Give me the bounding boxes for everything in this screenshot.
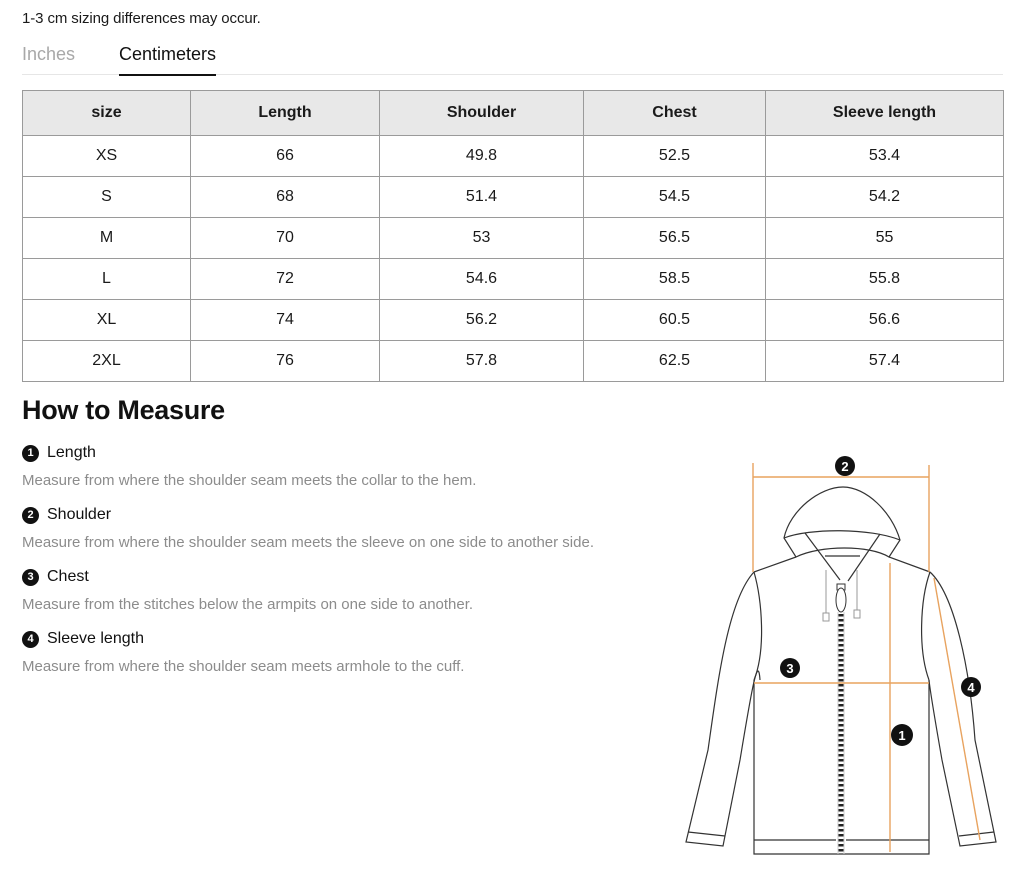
cell-shoulder: 54.6 bbox=[380, 259, 584, 300]
cell-length: 76 bbox=[191, 341, 380, 382]
step-label: Sleeve length bbox=[47, 630, 144, 647]
cell-length: 66 bbox=[191, 136, 380, 177]
cell-size: 2XL bbox=[23, 341, 191, 382]
cell-chest: 58.5 bbox=[584, 259, 766, 300]
step-description: Measure from where the shoulder seam meets the sleeve on one side to another side. bbox=[22, 534, 594, 551]
cell-shoulder: 49.8 bbox=[380, 136, 584, 177]
cell-shoulder: 57.8 bbox=[380, 341, 584, 382]
cell-size: XL bbox=[23, 300, 191, 341]
cell-sleeve-length: 53.4 bbox=[766, 136, 1004, 177]
cell-shoulder: 51.4 bbox=[380, 177, 584, 218]
cell-size: M bbox=[23, 218, 191, 259]
header-sleeve-length: Sleeve length bbox=[766, 91, 1004, 136]
header-length: Length bbox=[191, 91, 380, 136]
cell-size: S bbox=[23, 177, 191, 218]
hoodie-illustration-icon bbox=[680, 450, 1010, 870]
table-row bbox=[23, 259, 1004, 300]
marker-1-icon bbox=[891, 724, 913, 746]
step-description: Measure from where the shoulder seam meets armhole to the cuff. bbox=[22, 658, 465, 675]
step-description: Measure from the stitches below the armpits on one side to another. bbox=[22, 596, 474, 613]
measure-step-sleeve-length bbox=[22, 628, 465, 675]
number-2-icon: 2 bbox=[22, 507, 39, 524]
number-1-icon: 1 bbox=[22, 445, 39, 462]
marker-4-icon bbox=[961, 677, 981, 697]
header-size: size bbox=[23, 91, 191, 136]
step-description: Measure from where the shoulder seam meets the collar to the hem. bbox=[22, 472, 477, 489]
marker-3-icon bbox=[780, 658, 800, 678]
measure-step-shoulder bbox=[22, 504, 594, 551]
cell-length: 72 bbox=[191, 259, 380, 300]
marker-2-icon bbox=[835, 456, 855, 476]
cell-shoulder: 53 bbox=[380, 218, 584, 259]
cell-chest: 52.5 bbox=[584, 136, 766, 177]
measure-step-length bbox=[22, 442, 477, 489]
cell-sleeve-length: 57.4 bbox=[766, 341, 1004, 382]
unit-tabs bbox=[22, 40, 1003, 75]
tab-centimeters[interactable]: Centimeters bbox=[119, 44, 216, 75]
cell-sleeve-length: 54.2 bbox=[766, 177, 1004, 218]
cell-size: L bbox=[23, 259, 191, 300]
header-chest: Chest bbox=[584, 91, 766, 136]
measure-step-chest bbox=[22, 566, 474, 613]
step-label: Chest bbox=[47, 568, 89, 585]
cell-chest: 56.5 bbox=[584, 218, 766, 259]
step-label: Shoulder bbox=[47, 506, 112, 523]
cell-sleeve-length: 56.6 bbox=[766, 300, 1004, 341]
cell-length: 68 bbox=[191, 177, 380, 218]
size-chart-table bbox=[22, 90, 1004, 382]
hoodie-measurement-diagram bbox=[680, 450, 1010, 870]
table-row bbox=[23, 218, 1004, 259]
cell-size: XS bbox=[23, 136, 191, 177]
step-label: Length bbox=[47, 444, 96, 461]
number-3-icon: 3 bbox=[22, 569, 39, 586]
header-shoulder: Shoulder bbox=[380, 91, 584, 136]
cell-chest: 62.5 bbox=[584, 341, 766, 382]
svg-text:4: 4 bbox=[967, 680, 975, 695]
zipper-icon bbox=[838, 612, 844, 854]
sizing-notice: 1-3 cm sizing differences may occur. bbox=[22, 10, 261, 27]
tab-inches[interactable]: Inches bbox=[22, 44, 76, 64]
how-to-measure-title: How to Measure bbox=[22, 395, 225, 425]
table-row bbox=[23, 300, 1004, 341]
cell-sleeve-length: 55 bbox=[766, 218, 1004, 259]
table-row bbox=[23, 136, 1004, 177]
svg-text:1: 1 bbox=[898, 728, 906, 743]
cell-length: 70 bbox=[191, 218, 380, 259]
cell-chest: 60.5 bbox=[584, 300, 766, 341]
svg-text:2: 2 bbox=[841, 459, 849, 474]
cell-chest: 54.5 bbox=[584, 177, 766, 218]
cell-length: 74 bbox=[191, 300, 380, 341]
cell-sleeve-length: 55.8 bbox=[766, 259, 1004, 300]
table-row bbox=[23, 177, 1004, 218]
svg-text:3: 3 bbox=[786, 661, 794, 676]
cell-shoulder: 56.2 bbox=[380, 300, 584, 341]
table-row bbox=[23, 341, 1004, 382]
number-4-icon: 4 bbox=[22, 631, 39, 648]
table-header-row bbox=[23, 91, 1004, 136]
